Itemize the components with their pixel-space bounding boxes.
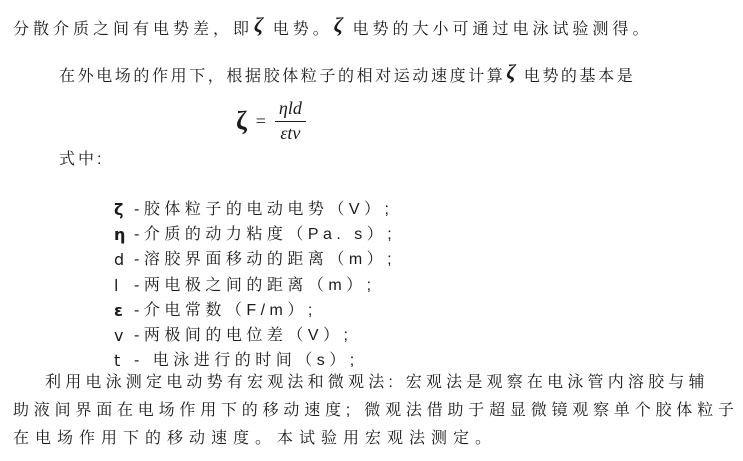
variable-row-v (114, 323, 396, 348)
paragraph-measurement-line: 利用电泳测定电动势有宏观法和微观法: 宏观法是观察在电泳管内溶胶与辅 (45, 374, 709, 391)
variable-row-eta (114, 222, 396, 247)
paragraph-method (59, 60, 636, 85)
variable-description: -介电常数（F/m）; (134, 301, 317, 319)
variable-symbol: ζ (114, 199, 124, 219)
method-text: 电势的基本是 (516, 68, 636, 85)
where-label: 式中: (59, 151, 105, 168)
variable-list (114, 197, 396, 374)
variable-description: - 电泳进行的时间（s）; (134, 352, 359, 370)
fraction-denominator: εtv (280, 122, 301, 143)
variable-symbol: t (114, 351, 121, 371)
method-text: 在外电场的作用下，根据胶体粒子的相对运动速度计算 (59, 68, 506, 85)
zeta-formula (236, 99, 306, 144)
zeta-symbol: ζ (333, 13, 343, 37)
intro-text: 分散介质之间有电势差，即 (13, 21, 254, 38)
equals-sign: = (255, 111, 266, 132)
variable-description: -两极间的电位差（V）; (134, 327, 353, 345)
intro-text: 电势的大小可通过电泳试验测得。 (344, 21, 653, 38)
variable-row-zeta (114, 197, 396, 222)
paragraph-intro (13, 13, 653, 38)
variable-row-l (114, 273, 396, 298)
variable-symbol: l (114, 275, 119, 295)
variable-description: -溶胶界面移动的距离（m）; (134, 251, 397, 269)
formula-lhs-zeta: ζ (236, 106, 247, 136)
variable-symbol: ε (114, 300, 123, 320)
variable-symbol: η (114, 224, 126, 244)
variable-description: -两电极之间的距离（m）; (134, 276, 376, 294)
fraction (275, 99, 306, 144)
variable-row-d (114, 248, 396, 273)
variable-description: -胶体粒子的电动电势（V）; (134, 200, 394, 218)
variable-symbol: v (114, 326, 124, 346)
paragraph-measurement-line: 在电场作用下的移动速度。本试验用宏观法测定。 (13, 430, 498, 447)
fraction-numerator: ηld (275, 99, 306, 122)
intro-text: 电势。 (264, 21, 333, 38)
variable-row-epsilon (114, 298, 396, 323)
variable-symbol: d (114, 250, 125, 270)
zeta-symbol: ζ (254, 13, 264, 37)
variable-description: -介质的动力粘度（Pa. s）; (134, 225, 397, 243)
zeta-symbol: ζ (506, 60, 516, 84)
paragraph-measurement-line: 助液间界面在电场作用下的移动速度; 微观法借助于超显微镜观察单个胶体粒子 (13, 402, 739, 419)
variable-row-t (114, 349, 396, 374)
